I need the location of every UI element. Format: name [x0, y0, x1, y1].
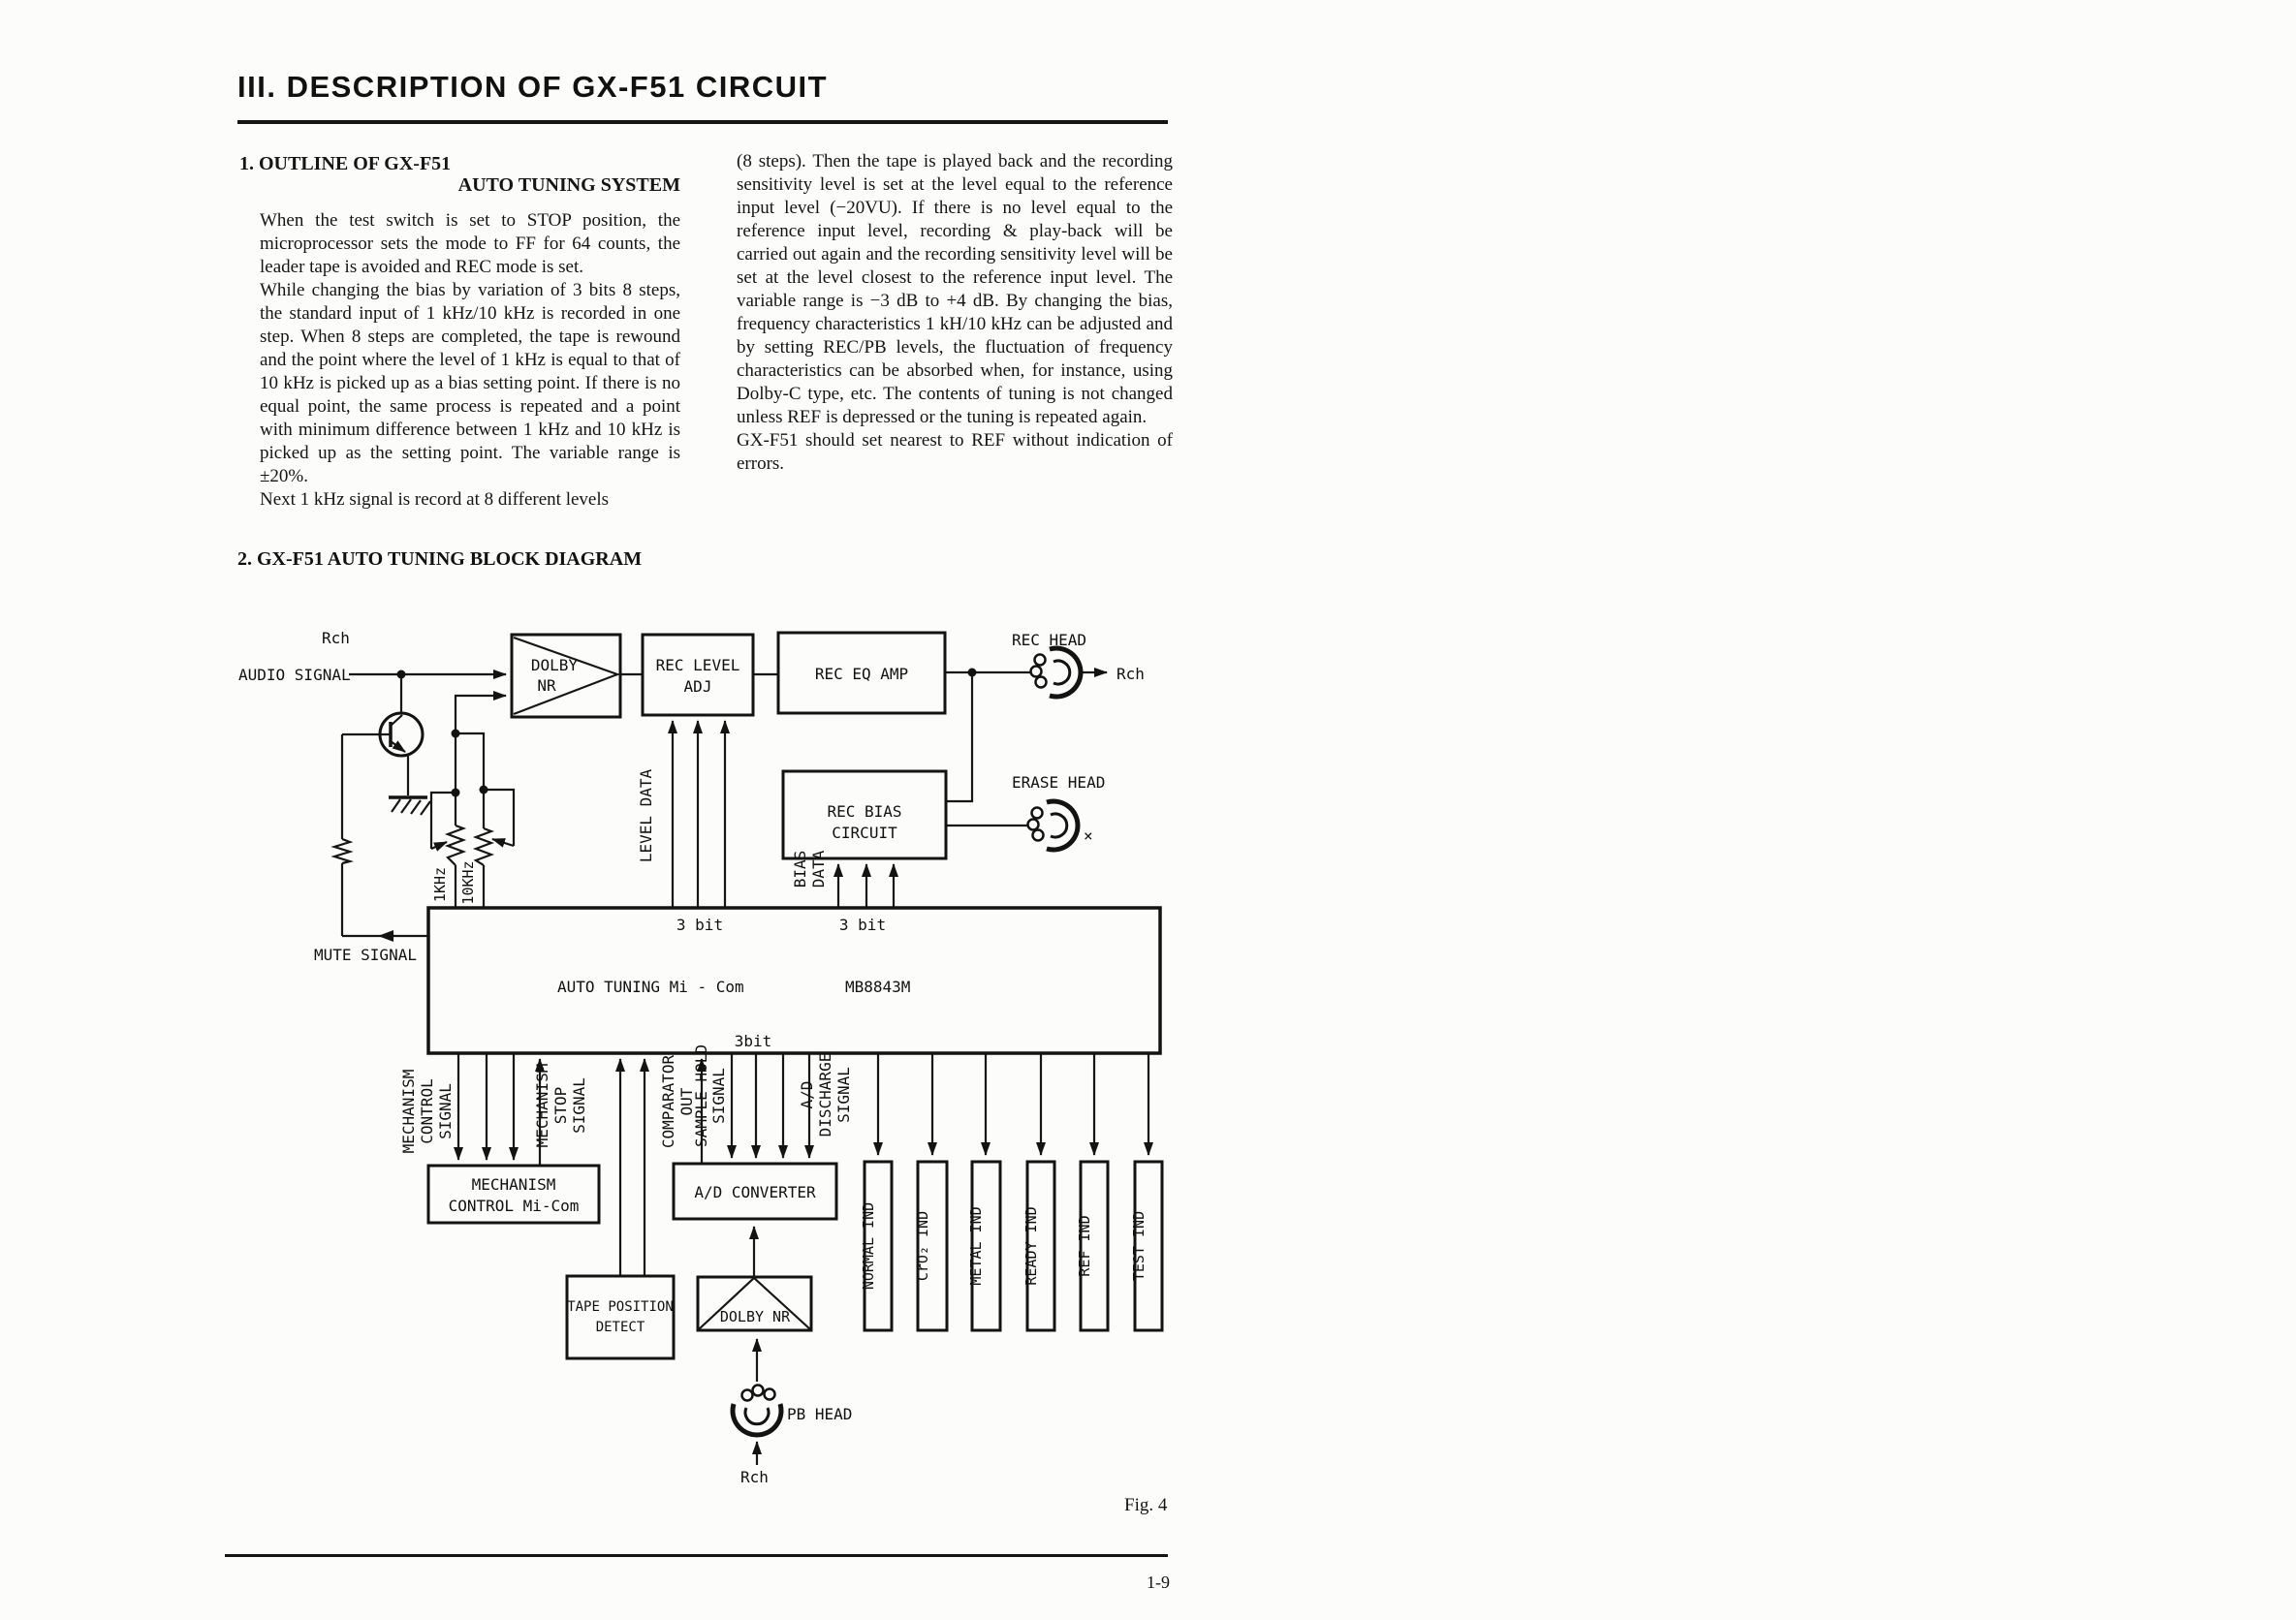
paragraph: When the test switch is set to STOP position, the microprocessor sets the mode to FF for 64 counts, the leader tape is avoided and REC mode is set. — [260, 210, 680, 277]
rec-bias-label2: CIRCUIT — [832, 824, 897, 842]
mechanism-control-micom-box — [428, 1166, 599, 1223]
mechanism-control-signal-label — [399, 1070, 455, 1154]
rch-input-label: Rch — [322, 629, 350, 647]
svg-text:SAMPLE HOLD: SAMPLE HOLD — [692, 1044, 710, 1147]
normal-ind-label: NORMAL IND — [860, 1201, 877, 1291]
ground-symbol — [389, 797, 430, 815]
page-number: 1-9 — [1147, 1573, 1170, 1592]
micom-label: AUTO TUNING Mi - Com — [557, 978, 744, 996]
rec-head-icon — [1031, 648, 1082, 697]
bias-data-label: BIAS — [791, 850, 809, 888]
mechanism-stop-signal-label — [533, 1064, 588, 1148]
comparator-out-label — [659, 1054, 696, 1148]
svg-text:SIGNAL: SIGNAL — [834, 1067, 853, 1123]
metal-ind-label: METAL IND — [967, 1206, 985, 1286]
pb-head-icon — [733, 1386, 781, 1436]
rec-bias-circuit-box — [783, 771, 946, 858]
auto-tuning-micom-box — [428, 908, 1160, 1053]
three-bit-level-label: 3 bit — [676, 916, 724, 934]
pot-1khz-label: 1KHz — [431, 866, 449, 903]
paragraph: GX-F51 should set nearest to REF without indication of errors. — [737, 430, 1173, 474]
rch-rec-out-label: Rch — [1117, 665, 1145, 683]
mech-micom-label2: CONTROL Mi-Com — [448, 1197, 580, 1215]
rec-eq-amp-label: REC EQ AMP — [814, 665, 909, 683]
svg-text:OUT: OUT — [677, 1087, 696, 1116]
dolby-nr-rec-box — [512, 635, 620, 717]
page-title: III. DESCRIPTION OF GX-F51 CIRCUIT — [237, 70, 829, 104]
tape-position-label: TAPE POSITION — [567, 1299, 674, 1315]
figure-caption: Fig. 4 — [1124, 1495, 1168, 1515]
svg-text:A/D: A/D — [798, 1080, 816, 1109]
erase-cross-mark: × — [1084, 826, 1093, 845]
micom-chip-label: MB8843M — [845, 978, 911, 996]
indicator-boxes — [860, 1162, 1162, 1330]
transistor-symbol — [380, 713, 423, 795]
rec-head-label: REC HEAD — [1012, 631, 1087, 649]
dolby-nr-pb-label: DOLBY NR — [719, 1308, 791, 1325]
audio-signal-label: AUDIO SIGNAL — [238, 666, 351, 684]
sample-hold-signal-label — [692, 1044, 728, 1147]
pot-10khz-symbol — [476, 828, 491, 865]
three-bit-bottom-label: 3bit — [734, 1032, 772, 1050]
tape-position-detect-box — [567, 1276, 674, 1358]
rec-level-adj-label: REC LEVEL — [655, 656, 740, 674]
svg-text:MECHANISM: MECHANISM — [399, 1069, 418, 1154]
rec-level-adj-label2: ADJ — [683, 677, 712, 696]
ad-converter-box — [674, 1164, 836, 1219]
dolby-nr-rec-label2: NR — [537, 676, 556, 695]
section1-heading-line1: 1. OUTLINE OF GX-F51 — [239, 153, 452, 174]
ad-discharge-signal-label — [798, 1053, 853, 1137]
section1-heading-line2: AUTO TUNING SYSTEM — [457, 174, 680, 196]
bias-data-label2: DATA — [809, 850, 828, 888]
level-data-label: LEVEL DATA — [637, 768, 655, 863]
test-ind-label: TEST IND — [1130, 1210, 1148, 1282]
erase-head-label: ERASE HEAD — [1012, 773, 1106, 792]
paragraph: While changing the bias by variation of 3 bits 8 steps, the standard input of 1 kHz/10 kHz is recorded in one step. When 8 steps are completed, the tape is rewound and the point where the level of 1 kHz is equal to that of 10 kHz is picked up as a bias setting point. If there is no equal point, the same process is repeated and a point with minimum difference between 1 kHz and 10 kHz is picked up as the setting point. The variable range is ±20%. — [260, 280, 680, 486]
svg-text:MECHANISM: MECHANISM — [533, 1063, 551, 1148]
rch-pb-in-label: Rch — [740, 1468, 769, 1486]
svg-text:SIGNAL: SIGNAL — [570, 1077, 588, 1134]
dolby-nr-rec-label: DOLBY — [530, 656, 579, 674]
tape-position-label2: DETECT — [595, 1320, 645, 1335]
cro2-ind-label: CrO₂ IND — [914, 1210, 931, 1282]
paragraph: Next 1 kHz signal is record at 8 different levels — [260, 489, 610, 510]
rec-eq-amp-box — [778, 633, 945, 713]
mute-resistor-symbol — [334, 839, 350, 863]
svg-text:STOP: STOP — [551, 1086, 570, 1125]
svg-text:DISCHARGE: DISCHARGE — [816, 1052, 834, 1137]
three-bit-bias-label: 3 bit — [838, 916, 887, 934]
ready-ind-label: READY IND — [1022, 1206, 1040, 1286]
paragraph: (8 steps). Then the tape is played back and the recording sensitivity level is set at the level equal to the reference input level (−20VU). If there is no level equal to the reference input level, recording & play-back will be carried out again and the recording sensitivity level will be set at the level closest to the reference input level. The variable range is −3 dB to +4 dB. By changing the bias, frequency characteristics 1 kH/10 kHz can be adjusted and by setting REC/PB levels, the fluctuation of frequency characteristics can be absorbed when, for instance, using Dolby-C type, etc. The contents of tuning is not changed unless REF is depressed or the tuning is repeated again. — [737, 151, 1173, 427]
pot-10khz-label: 10KHz — [459, 860, 477, 905]
svg-text:COMPARATOR: COMPARATOR — [659, 1054, 677, 1149]
svg-text:SIGNAL: SIGNAL — [709, 1068, 728, 1124]
pot-1khz-symbol — [448, 826, 463, 865]
mute-arrowhead — [378, 930, 393, 942]
section2-heading: 2. GX-F51 AUTO TUNING BLOCK DIAGRAM — [237, 548, 643, 570]
ad-converter-label: A/D CONVERTER — [694, 1183, 816, 1201]
mech-micom-label: MECHANISM — [471, 1175, 556, 1194]
erase-head-icon — [1028, 801, 1079, 850]
footer-rule — [225, 1554, 1168, 1557]
ref-ind-label: REF IND — [1076, 1215, 1093, 1277]
rec-level-adj-box — [643, 635, 753, 715]
svg-text:SIGNAL: SIGNAL — [436, 1083, 455, 1139]
mute-signal-label: MUTE SIGNAL — [314, 946, 417, 964]
rec-bias-label: REC BIAS — [827, 802, 902, 821]
pb-head-label: PB HEAD — [787, 1405, 853, 1423]
dolby-nr-pb-box — [698, 1277, 811, 1330]
svg-text:CONTROL: CONTROL — [418, 1078, 436, 1144]
